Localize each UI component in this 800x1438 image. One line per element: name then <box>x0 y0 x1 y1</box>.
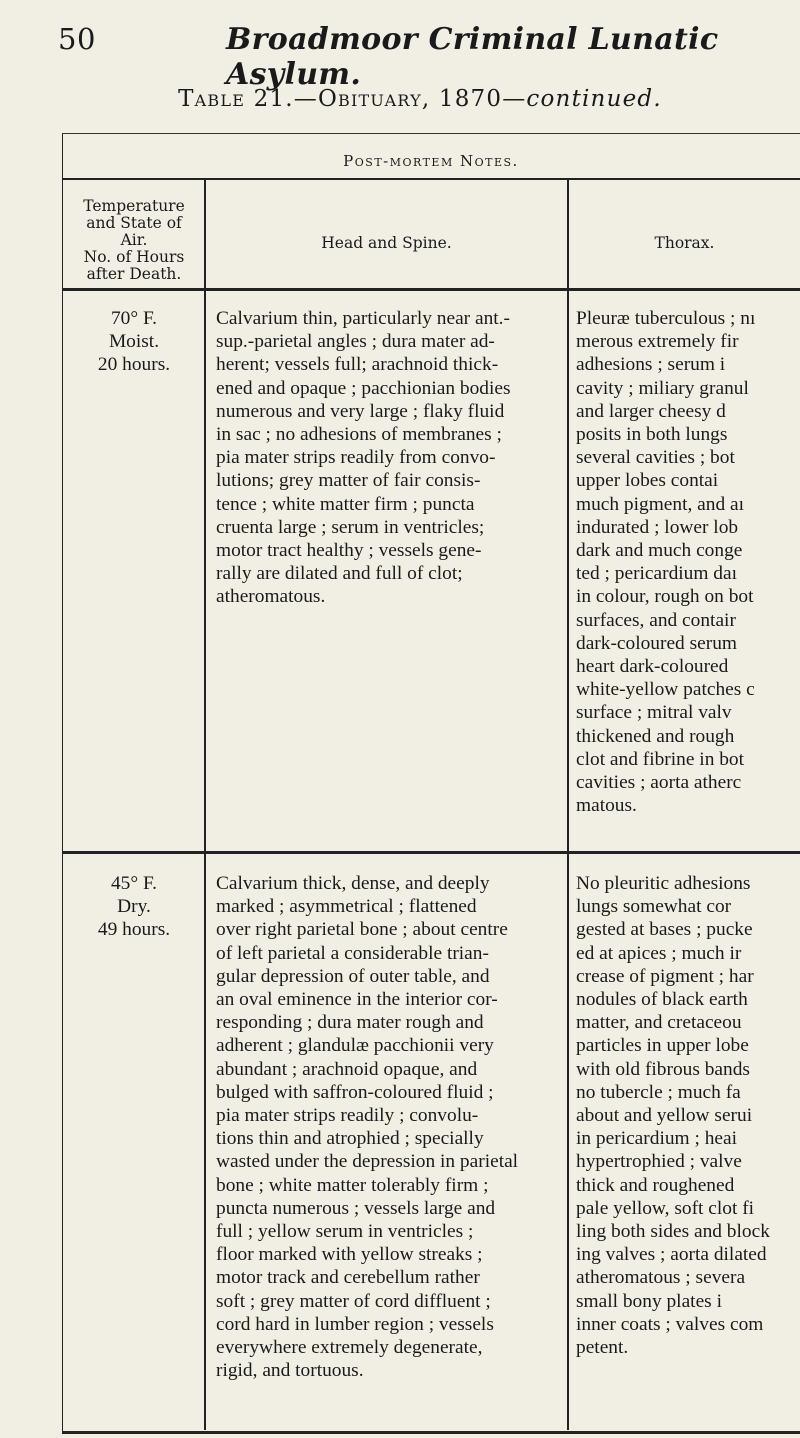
column-header-line: Temperature <box>83 197 185 215</box>
conditions-line: 70° F. <box>110 308 158 329</box>
column-header-line: No. of Hours <box>83 248 185 266</box>
column-header-head-spine: Head and Spine. <box>321 234 452 252</box>
text-line: surface ; mitral valv <box>576 702 732 724</box>
text-line: lungs somewhat cor <box>576 896 732 918</box>
text-line: tions thin and atrophied ; specially <box>216 1128 484 1150</box>
text-line: numerous and very large ; flaky fluid <box>216 400 505 422</box>
column-header-line: Air. <box>120 231 148 249</box>
text-line: No pleuritic adhesions <box>576 873 751 894</box>
text-line: matous. <box>576 795 637 817</box>
section-heading: Post-mortem Notes. <box>343 152 519 170</box>
text-line: no tubercle ; much fa <box>576 1081 741 1103</box>
text-line: wasted under the depression in parietal <box>216 1151 519 1173</box>
text-line: soft ; grey matter of cord diffluent ; <box>216 1290 491 1312</box>
conditions-line: 49 hours. <box>97 919 171 941</box>
text-line: bone ; white matter tolerably firm ; <box>216 1174 489 1196</box>
text-line: pia mater strips readily from convo- <box>216 447 496 469</box>
column-divider-2 <box>567 178 569 1430</box>
column-header-line: after Death. <box>86 265 182 283</box>
row-divider <box>62 851 800 854</box>
table-title <box>0 86 800 112</box>
text-line: crease of pigment ; har <box>576 965 754 987</box>
text-line: with old fibrous bands <box>576 1058 750 1080</box>
text-line: posits in both lungs <box>576 424 728 446</box>
text-line: herent; vessels full; arachnoid thick- <box>216 354 499 376</box>
page-number: 50 <box>58 22 96 56</box>
row-2-conditions <box>66 872 202 942</box>
text-line: ing valves ; aorta dilated <box>576 1244 767 1266</box>
text-line: petent. <box>576 1337 629 1359</box>
text-line: thickened and rough <box>576 725 735 747</box>
text-line: matter, and cretaceou <box>576 1012 742 1034</box>
text-line: over right parietal bone ; about centre <box>216 919 508 941</box>
row-1-conditions <box>66 307 202 377</box>
text-line: abundant ; arachnoid opaque, and <box>216 1058 478 1080</box>
conditions-line: 45° F. <box>110 873 158 894</box>
text-line: and larger cheesy d <box>576 400 726 422</box>
text-line: pale yellow, soft clot fi <box>576 1197 755 1219</box>
text-line: floor marked with yellow streaks ; <box>216 1244 483 1266</box>
text-line: clot and fibrine in bot <box>576 748 745 770</box>
text-line: motor tract healthy ; vessels gene- <box>216 540 482 562</box>
text-line: ened and opaque ; pacchionian bodies <box>216 377 511 399</box>
text-line: about and yellow serui <box>576 1105 753 1127</box>
text-line: in sac ; no adhesions of membranes ; <box>216 424 502 446</box>
text-line: dark-coloured serum <box>576 632 737 654</box>
text-line: Calvarium thick, dense, and deeply <box>216 873 490 894</box>
text-line: cruenta large ; serum in ventricles; <box>216 516 485 538</box>
text-line: small bony plates i <box>576 1290 722 1312</box>
text-line: several cavities ; bot <box>576 447 735 469</box>
heading-rule <box>62 178 800 180</box>
conditions-line: 20 hours. <box>97 354 171 376</box>
text-line: responding ; dura mater rough and <box>216 1012 484 1034</box>
text-line: merous extremely fir <box>576 331 739 353</box>
text-line: gular depression of outer table, and <box>216 965 490 987</box>
text-line: hypertrophied ; valve <box>576 1151 742 1173</box>
text-line: cavities ; aorta atherc <box>576 772 742 794</box>
text-line: Pleuræ tuberculous ; nı <box>576 308 756 329</box>
text-line: white-yellow patches c <box>576 679 755 701</box>
text-line: atheromatous. <box>216 586 326 608</box>
text-line: ling both sides and block <box>576 1221 770 1243</box>
table-title-continued: continued. <box>526 86 662 112</box>
text-line: adherent ; glandulæ pacchionii very <box>216 1035 494 1057</box>
text-line: puncta numerous ; vessels large and <box>216 1197 496 1219</box>
text-line: nodules of black earth <box>576 989 748 1011</box>
running-title: Broadmoor Criminal Lunatic Asylum. <box>226 22 719 92</box>
header-bottom-rule <box>62 288 800 291</box>
text-line: adhesions ; serum i <box>576 354 726 376</box>
text-line: an oval eminence in the interior cor- <box>216 989 498 1011</box>
column-divider-1 <box>204 178 206 1430</box>
text-line: particles in upper lobe <box>576 1035 749 1057</box>
text-line: atheromatous ; severa <box>576 1267 746 1289</box>
row-2-thorax <box>576 872 800 1359</box>
text-line: much pigment, and aı <box>576 493 745 515</box>
text-line: lutions; grey matter of fair consis- <box>216 470 481 492</box>
text-line: of left parietal a considerable trian- <box>216 942 489 964</box>
row-1-head-spine <box>216 307 566 609</box>
text-line: rigid, and tortuous. <box>216 1360 364 1382</box>
text-line: full ; yellow serum in ventricles ; <box>216 1221 474 1243</box>
text-line: in pericardium ; heai <box>576 1128 737 1150</box>
text-line: sup.-parietal angles ; dura mater ad- <box>216 331 495 353</box>
conditions-line: Dry. <box>117 896 151 918</box>
text-line: Calvarium thin, particularly near ant.- <box>216 308 510 329</box>
text-line: ed at apices ; much ir <box>576 942 742 964</box>
column-header-conditions <box>66 198 202 283</box>
text-line: rally are dilated and full of clot; <box>216 563 463 585</box>
row-2-head-spine <box>216 872 566 1382</box>
text-line: in colour, rough on bot <box>576 586 754 608</box>
column-header-line: and State of <box>86 214 182 232</box>
text-line: inner coats ; valves com <box>576 1313 764 1335</box>
row-1-thorax <box>576 307 800 817</box>
text-line: cavity ; miliary granul <box>576 377 749 399</box>
text-line: surfaces, and contair <box>576 609 736 631</box>
text-line: motor track and cerebellum rather <box>216 1267 480 1289</box>
text-line: marked ; asymmetrical ; flattened <box>216 896 477 918</box>
text-line: dark and much conge <box>576 540 743 562</box>
text-line: upper lobes contai <box>576 470 719 492</box>
text-line: thick and roughened <box>576 1174 735 1196</box>
text-line: gested at bases ; pucke <box>576 919 753 941</box>
column-header-thorax: Thorax. <box>654 234 715 252</box>
text-line: tence ; white matter firm ; puncta <box>216 493 475 515</box>
text-line: pia mater strips readily ; convolu- <box>216 1105 479 1127</box>
text-line: heart dark-coloured <box>576 656 729 678</box>
table-title-main: Table 21.—Obituary, 1870— <box>178 86 527 112</box>
text-line: indurated ; lower lob <box>576 516 739 538</box>
text-line: bulged with saffron-coloured fluid ; <box>216 1081 494 1103</box>
text-line: ted ; pericardium daı <box>576 563 737 585</box>
text-line: cord hard in lumber region ; vessels <box>216 1313 494 1335</box>
text-line: everywhere extremely degenerate, <box>216 1337 483 1359</box>
conditions-line: Moist. <box>108 331 160 353</box>
